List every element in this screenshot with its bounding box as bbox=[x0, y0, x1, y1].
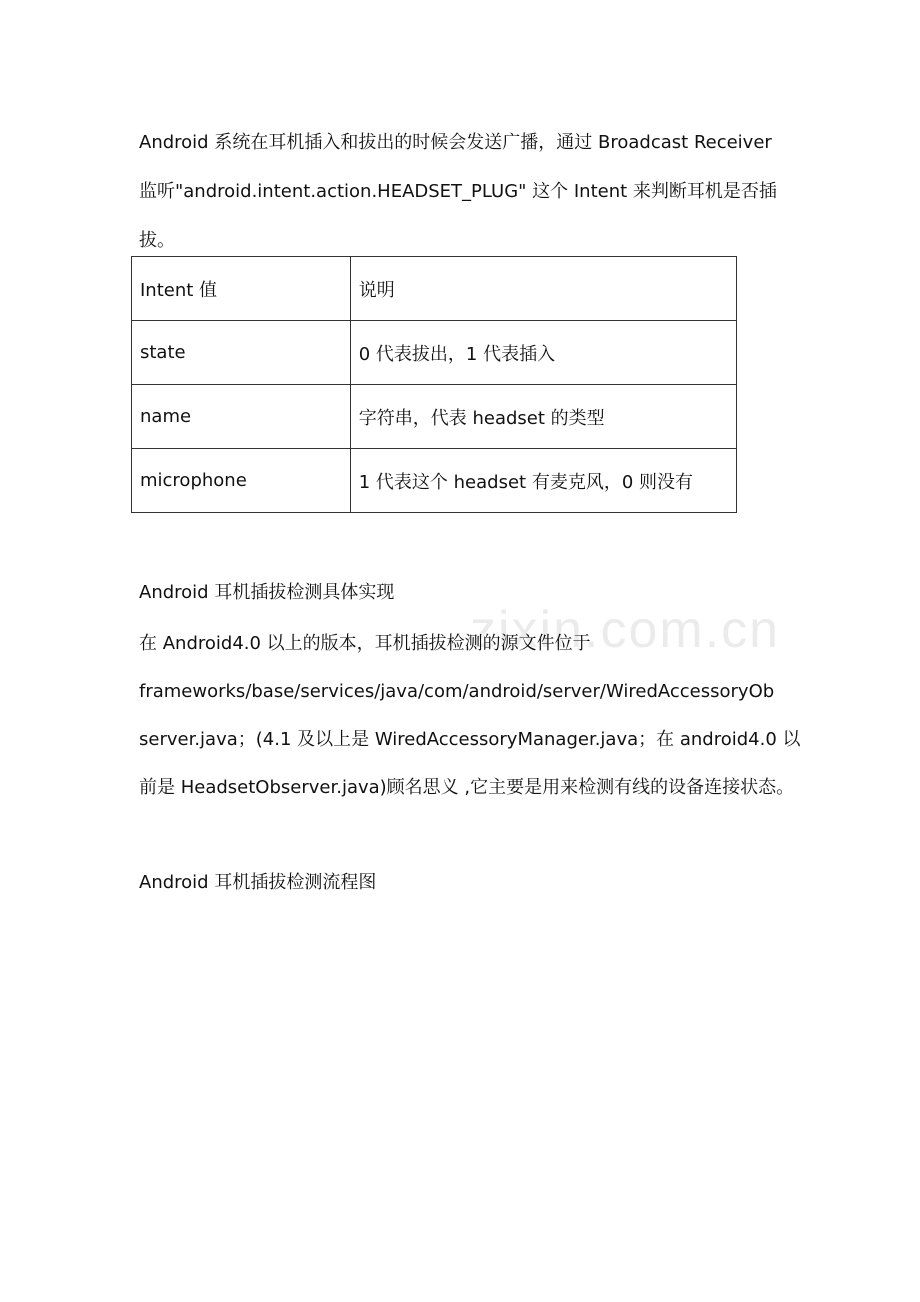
table-row bbox=[132, 449, 737, 513]
paragraph-line: frameworks/base/services/java/com/android/server/WiredAccessoryOb bbox=[139, 681, 775, 702]
watermark: zixin.com.cn bbox=[470, 601, 781, 659]
table-header-row bbox=[132, 257, 737, 321]
paragraph-line: server.java；(4.1 及以上是 WiredAccessoryManager.java；在 android4.0 以 bbox=[139, 729, 801, 750]
table-cell-desc: 0 代表拔出，1 代表插入 bbox=[350, 321, 736, 385]
table-header-cell: 说明 bbox=[350, 257, 736, 321]
section-title-flowchart: Android 耳机插拔检测流程图 bbox=[139, 872, 377, 893]
section-title-implementation: Android 耳机插拔检测具体实现 bbox=[139, 582, 395, 603]
intro-paragraph bbox=[139, 118, 799, 265]
table-header-cell: Intent 值 bbox=[132, 257, 351, 321]
table-cell-key: microphone bbox=[132, 449, 351, 513]
table-row bbox=[132, 385, 737, 449]
table-cell-desc: 字符串，代表 headset 的类型 bbox=[350, 385, 736, 449]
table-cell-key: name bbox=[132, 385, 351, 449]
table-cell-desc: 1 代表这个 headset 有麦克风，0 则没有 bbox=[350, 449, 736, 513]
table-row bbox=[132, 321, 737, 385]
paragraph-line: 在 Android4.0 以上的版本，耳机插拔检测的源文件位于 bbox=[139, 633, 591, 654]
intro-line-1: Android 系统在耳机插入和拔出的时候会发送广播，通过 Broadcast Receiver bbox=[139, 132, 772, 153]
intro-line-3: 拔。 bbox=[139, 230, 175, 251]
intro-line-2: 监听"android.intent.action.HEADSET_PLUG" 这个 Intent 来判断耳机是否插 bbox=[139, 181, 777, 202]
intent-table bbox=[131, 256, 737, 513]
paragraph-line: 前是 HeadsetObserver.java)顾名思义 ,它主要是用来检测有线的设备连接状态。 bbox=[139, 777, 795, 798]
table-cell-key: state bbox=[132, 321, 351, 385]
